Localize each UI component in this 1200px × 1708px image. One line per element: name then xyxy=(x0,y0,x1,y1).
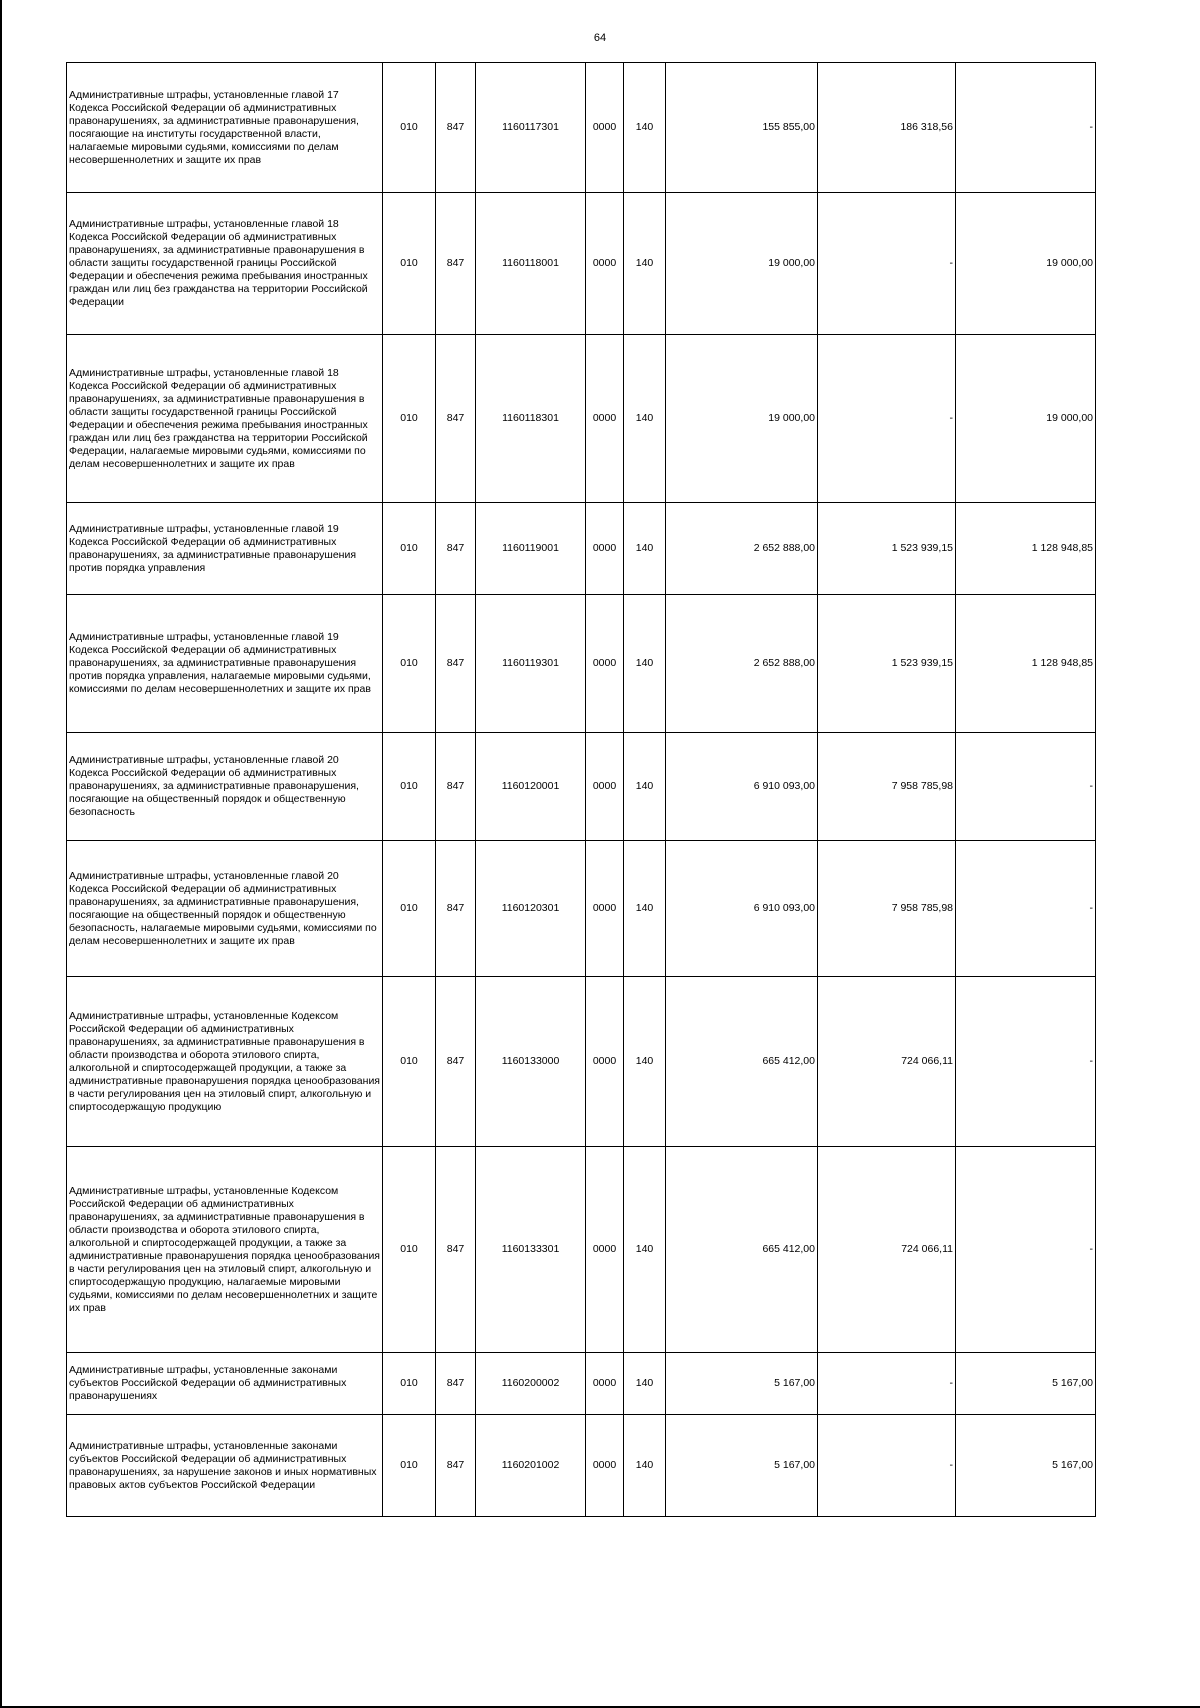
code-cell: 140 xyxy=(624,503,666,595)
amount-cell: - xyxy=(956,63,1096,193)
amount-cell: 19 000,00 xyxy=(666,193,818,335)
code-cell: 140 xyxy=(624,841,666,977)
amount-cell: - xyxy=(818,1353,956,1415)
code-cell: 010 xyxy=(383,1415,436,1517)
code-cell: 847 xyxy=(436,977,476,1147)
amount-cell: 19 000,00 xyxy=(666,335,818,503)
code-cell: 140 xyxy=(624,1147,666,1353)
code-cell: 010 xyxy=(383,733,436,841)
code-cell: 847 xyxy=(436,63,476,193)
page-number: 64 xyxy=(593,32,607,44)
table-row xyxy=(67,733,1096,841)
amount-cell: 7 958 785,98 xyxy=(818,841,956,977)
row-description: Административные штрафы, установленные законами субъектов Российской Федерации об административных правонарушениях, за нарушение законов и иных нормативных правовых актов субъектов Российской Федерации xyxy=(67,1415,383,1517)
amount-cell: 2 652 888,00 xyxy=(666,595,818,733)
amount-cell: - xyxy=(818,1415,956,1517)
code-cell: 0000 xyxy=(586,63,624,193)
code-cell: 0000 xyxy=(586,1415,624,1517)
code-cell: 0000 xyxy=(586,977,624,1147)
amount-cell: 5 167,00 xyxy=(666,1415,818,1517)
amount-cell: 19 000,00 xyxy=(956,193,1096,335)
table-row xyxy=(67,977,1096,1147)
amount-cell: 1 128 948,85 xyxy=(956,503,1096,595)
code-cell: 140 xyxy=(624,1415,666,1517)
table-row xyxy=(67,63,1096,193)
amount-cell: 5 167,00 xyxy=(956,1353,1096,1415)
code-cell: 1160118001 xyxy=(476,193,586,335)
amount-cell: 665 412,00 xyxy=(666,977,818,1147)
code-cell: 010 xyxy=(383,841,436,977)
amount-cell: 155 855,00 xyxy=(666,63,818,193)
code-cell: 140 xyxy=(624,733,666,841)
code-cell: 0000 xyxy=(586,193,624,335)
code-cell: 847 xyxy=(436,733,476,841)
code-cell: 0000 xyxy=(586,1353,624,1415)
amount-cell: - xyxy=(956,733,1096,841)
table-row xyxy=(67,193,1096,335)
table-row xyxy=(67,1415,1096,1517)
code-cell: 1160120001 xyxy=(476,733,586,841)
code-cell: 0000 xyxy=(586,841,624,977)
code-cell: 1160201002 xyxy=(476,1415,586,1517)
amount-cell: 19 000,00 xyxy=(956,335,1096,503)
code-cell: 847 xyxy=(436,503,476,595)
amount-cell: 2 652 888,00 xyxy=(666,503,818,595)
code-cell: 140 xyxy=(624,193,666,335)
code-cell: 1160133301 xyxy=(476,1147,586,1353)
code-cell: 010 xyxy=(383,977,436,1147)
row-description: Административные штрафы, установленные главой 18 Кодекса Российской Федерации об административных правонарушениях, за административные правонарушения в области защиты государственной границы Российской Федерации и обеспечения режима пребывания иностранных граждан или лиц без гражданства на территории Российской Федерации, налагаемые мировыми судьями, комиссиями по делам несовершеннолетних и защите их прав xyxy=(67,335,383,503)
row-description: Административные штрафы, установленные главой 17 Кодекса Российской Федерации об административных правонарушениях, за административные правонарушения, посягающие на институты государственной власти, налагаемые мировыми судьями, комиссиями по делам несовершеннолетних и защите их прав xyxy=(67,63,383,193)
code-cell: 847 xyxy=(436,1415,476,1517)
amount-cell: 1 128 948,85 xyxy=(956,595,1096,733)
code-cell: 140 xyxy=(624,977,666,1147)
code-cell: 010 xyxy=(383,63,436,193)
code-cell: 010 xyxy=(383,595,436,733)
code-cell: 010 xyxy=(383,1147,436,1353)
table-row xyxy=(67,503,1096,595)
amount-cell: - xyxy=(818,193,956,335)
amount-cell: 5 167,00 xyxy=(956,1415,1096,1517)
table-row xyxy=(67,595,1096,733)
code-cell: 140 xyxy=(624,595,666,733)
table-row xyxy=(67,1147,1096,1353)
code-cell: 1160120301 xyxy=(476,841,586,977)
code-cell: 1160119001 xyxy=(476,503,586,595)
code-cell: 010 xyxy=(383,193,436,335)
code-cell: 847 xyxy=(436,1353,476,1415)
code-cell: 0000 xyxy=(586,335,624,503)
row-description: Административные штрафы, установленные главой 18 Кодекса Российской Федерации об административных правонарушениях, за административные правонарушения в области защиты государственной границы Российской Федерации и обеспечения режима пребывания иностранных граждан или лиц без гражданства на территории Российской Федерации xyxy=(67,193,383,335)
amount-cell: 724 066,11 xyxy=(818,1147,956,1353)
code-cell: 010 xyxy=(383,1353,436,1415)
amount-cell: - xyxy=(818,335,956,503)
amount-cell: 665 412,00 xyxy=(666,1147,818,1353)
code-cell: 1160117301 xyxy=(476,63,586,193)
amount-cell: 186 318,56 xyxy=(818,63,956,193)
row-description: Административные штрафы, установленные главой 19 Кодекса Российской Федерации об административных правонарушениях, за административные правонарушения против порядка управления xyxy=(67,503,383,595)
code-cell: 0000 xyxy=(586,595,624,733)
row-description: Административные штрафы, установленные главой 20 Кодекса Российской Федерации об административных правонарушениях, за административные правонарушения, посягающие на общественный порядок и общественную безопасность, налагаемые мировыми судьями, комиссиями по делам несовершеннолетних и защите их прав xyxy=(67,841,383,977)
amount-cell: 1 523 939,15 xyxy=(818,595,956,733)
code-cell: 847 xyxy=(436,335,476,503)
amount-cell: - xyxy=(956,977,1096,1147)
amount-cell: 6 910 093,00 xyxy=(666,841,818,977)
row-description: Административные штрафы, установленные Кодексом Российской Федерации об административных правонарушениях, за административные правонарушения в области производства и оборота этилового спирта, алкогольной и спиртосодержащей продукции, а также за административные правонарушения порядка ценообразования в части регулирования цен на этиловый спирт, алкогольную и спиртосодержащую продукцию xyxy=(67,977,383,1147)
code-cell: 1160118301 xyxy=(476,335,586,503)
code-cell: 0000 xyxy=(586,1147,624,1353)
code-cell: 847 xyxy=(436,1147,476,1353)
amount-cell: - xyxy=(956,841,1096,977)
code-cell: 0000 xyxy=(586,503,624,595)
table-row xyxy=(67,1353,1096,1415)
code-cell: 847 xyxy=(436,193,476,335)
code-cell: 010 xyxy=(383,503,436,595)
table-row xyxy=(67,841,1096,977)
amount-cell: 7 958 785,98 xyxy=(818,733,956,841)
code-cell: 140 xyxy=(624,63,666,193)
table-row xyxy=(67,335,1096,503)
amount-cell: 724 066,11 xyxy=(818,977,956,1147)
code-cell: 140 xyxy=(624,335,666,503)
amount-cell: - xyxy=(956,1147,1096,1353)
code-cell: 847 xyxy=(436,595,476,733)
code-cell: 0000 xyxy=(586,733,624,841)
code-cell: 1160119301 xyxy=(476,595,586,733)
amount-cell: 5 167,00 xyxy=(666,1353,818,1415)
row-description: Административные штрафы, установленные главой 19 Кодекса Российской Федерации об административных правонарушениях, за административные правонарушения против порядка управления, налагаемые мировыми судьями, комиссиями по делам несовершеннолетних и защите их прав xyxy=(67,595,383,733)
amount-cell: 6 910 093,00 xyxy=(666,733,818,841)
row-description: Административные штрафы, установленные Кодексом Российской Федерации об административных правонарушениях, за административные правонарушения в области производства и оборота этилового спирта, алкогольной и спиртосодержащей продукции, а также за административные правонарушения порядка ценообразования в части регулирования цен на этиловый спирт, алкогольную и спиртосодержащую продукцию, налагаемые мировыми судьями, комиссиями по делам несовершеннолетних и защите их прав xyxy=(67,1147,383,1353)
code-cell: 010 xyxy=(383,335,436,503)
row-description: Административные штрафы, установленные законами субъектов Российской Федерации об административных правонарушениях xyxy=(67,1353,383,1415)
code-cell: 1160200002 xyxy=(476,1353,586,1415)
row-description: Административные штрафы, установленные главой 20 Кодекса Российской Федерации об административных правонарушениях, за административные правонарушения, посягающие на общественный порядок и общественную безопасность xyxy=(67,733,383,841)
amount-cell: 1 523 939,15 xyxy=(818,503,956,595)
code-cell: 1160133000 xyxy=(476,977,586,1147)
code-cell: 847 xyxy=(436,841,476,977)
code-cell: 140 xyxy=(624,1353,666,1415)
revenue-table xyxy=(66,62,1096,1517)
